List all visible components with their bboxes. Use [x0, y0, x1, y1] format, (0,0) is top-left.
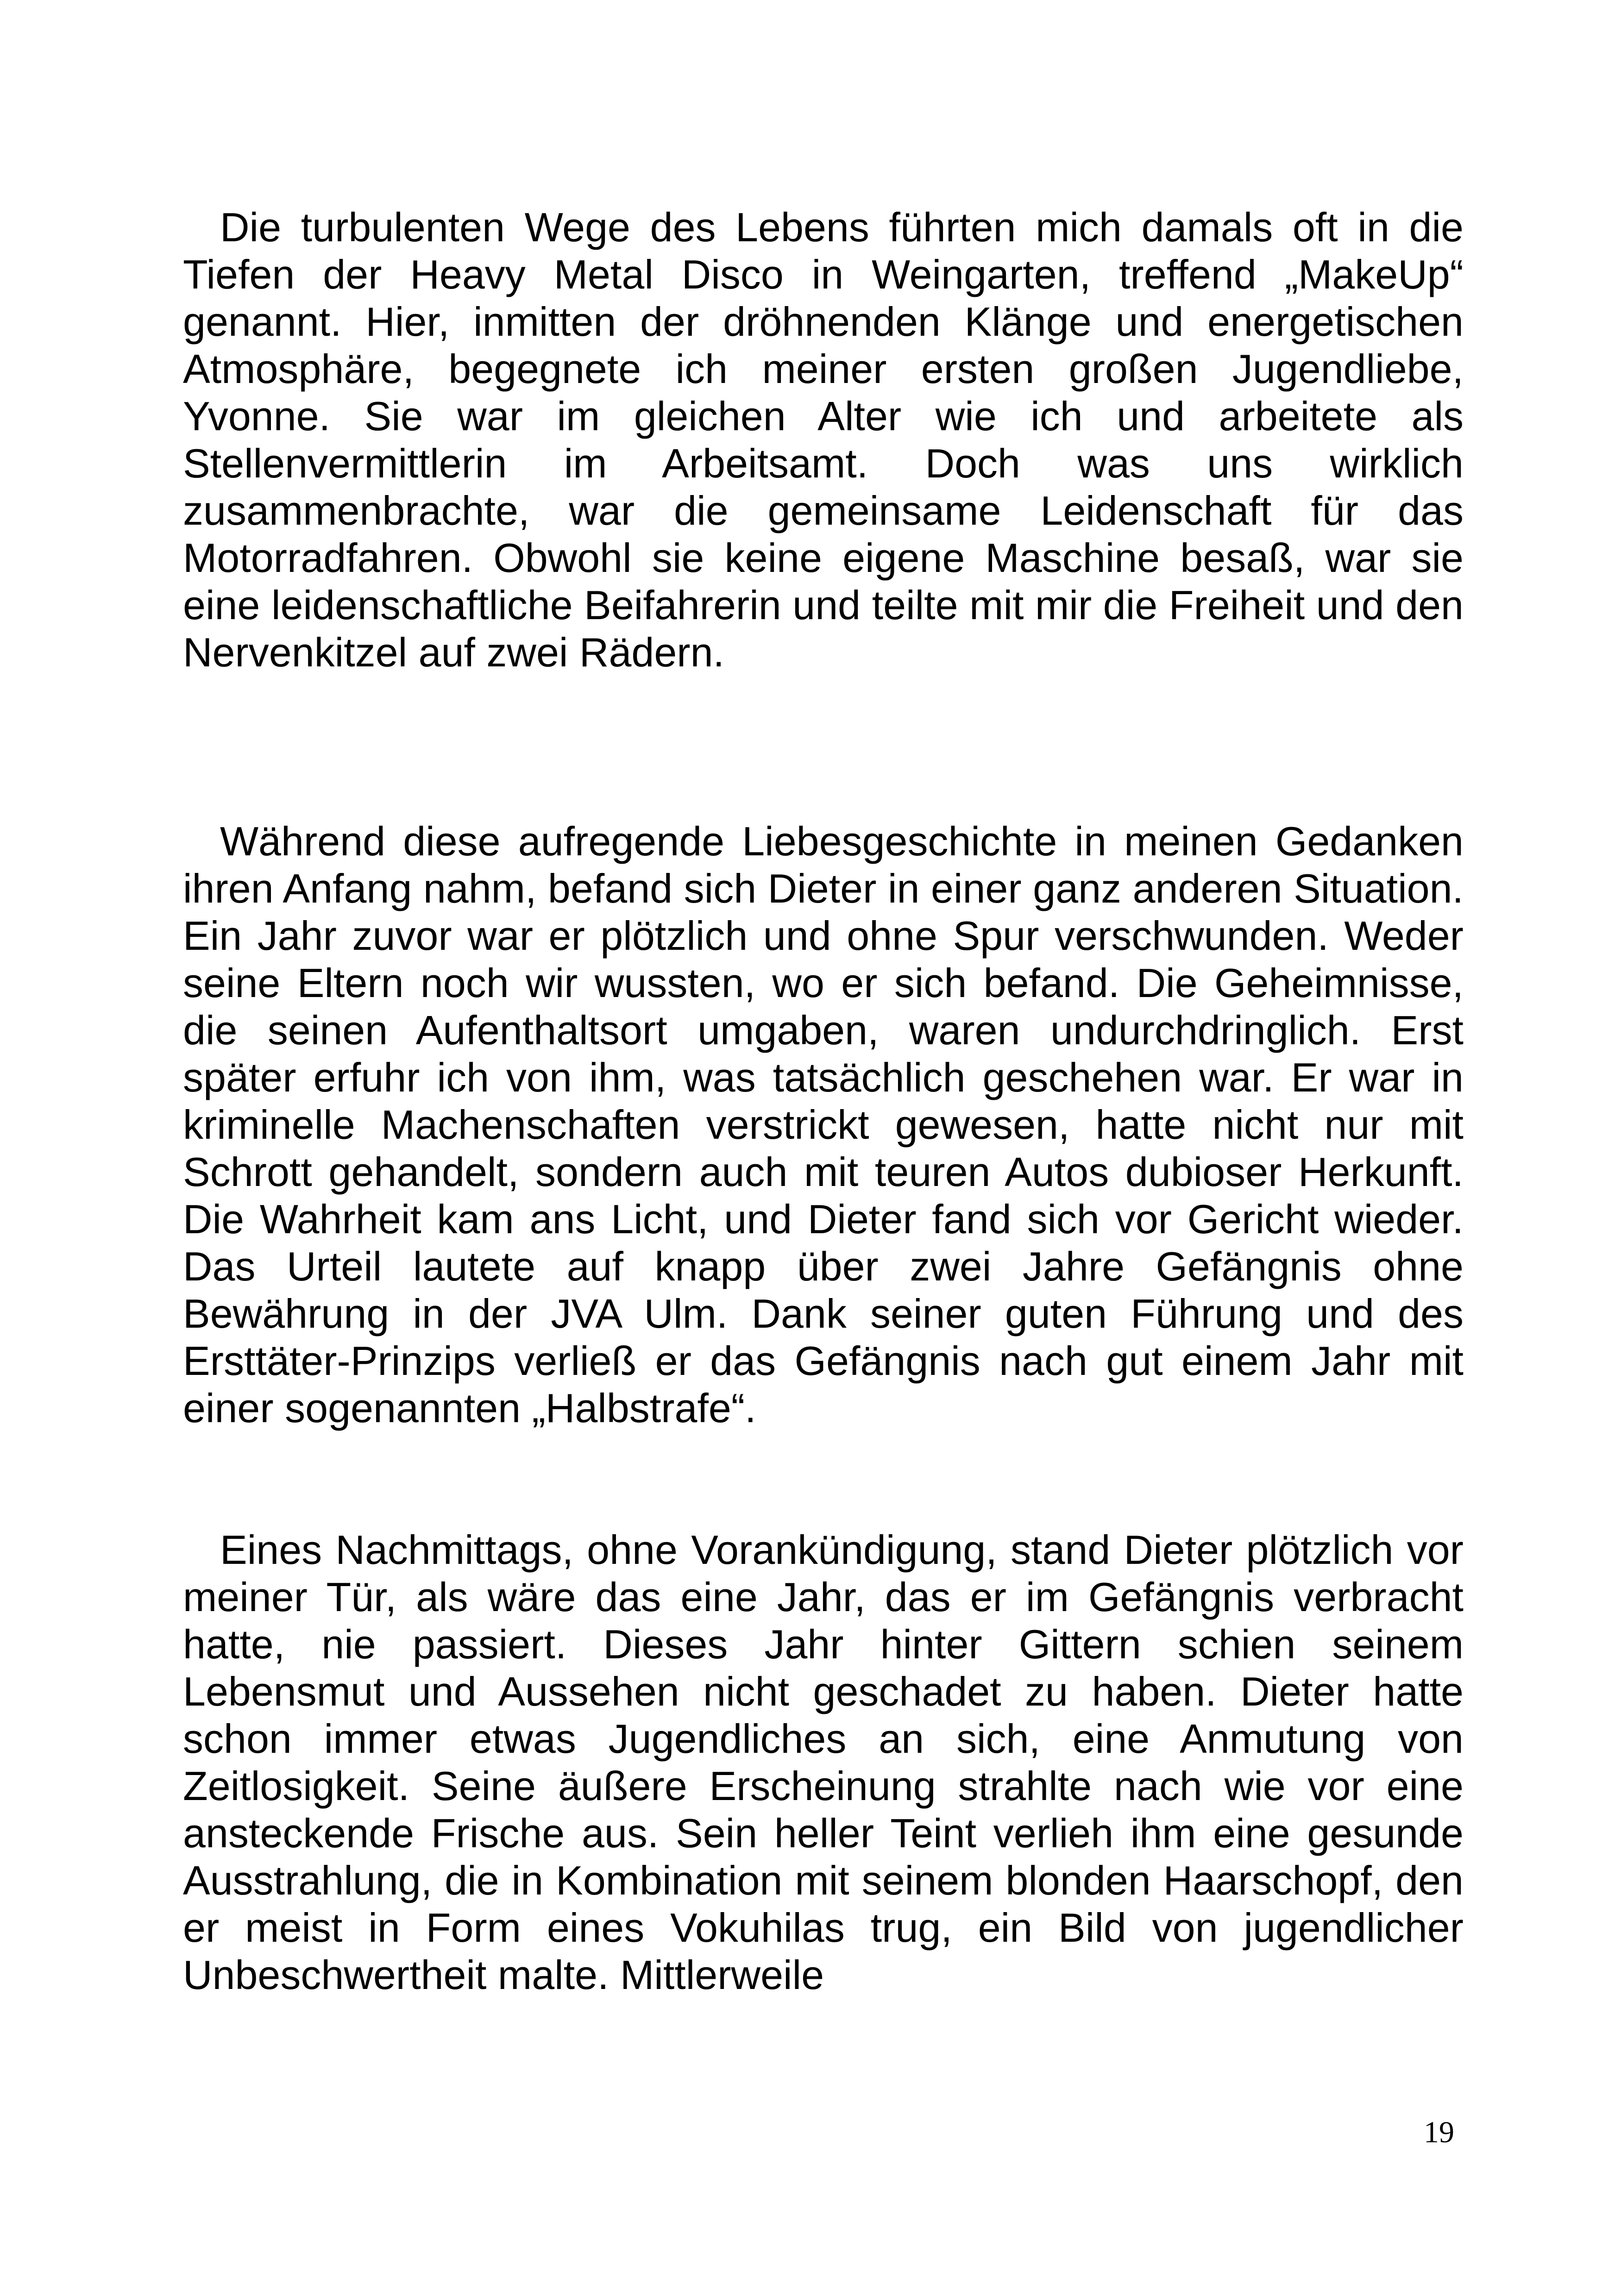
body-paragraph: Während diese aufregende Liebesgeschichte in meinen Gedanken ihren Anfang nahm, befand sich Dieter in einer ganz anderen Situation. Ein Jahr zuvor war er plötzlich und ohne Spur verschwunden. Weder seine Eltern noch wir wussten, wo er sich befand. Die Geheimnisse, die seinen Aufenthaltsort umgaben, waren undurchdringlich. Erst später erfuhr ich von ihm, was tatsächlich geschehen war. Er war in kriminelle Machenschaften verstrickt gewesen, hatte nicht nur mit Schrott gehandelt, sondern auch mit teuren Autos dubioser Herkunft. Die Wahrheit kam ans Licht, und Dieter fand sich vor Gericht wieder. Das Urteil lautete auf knapp über zwei Jahre Gefängnis ohne Bewährung in der JVA Ulm. Dank seiner guten Führung und des Ersttäter-Prinzips verließ er das Gefängnis nach gut einem Jahr mit einer sogenannten „Halbstrafe“.: [183, 818, 1464, 1431]
text-block: [183, 204, 1464, 1999]
body-paragraph: Die turbulenten Wege des Lebens führten mich damals oft in die Tiefen der Heavy Metal Disco in Weingarten, treffend „MakeUp“ genannt. Hier, inmitten der dröhnenden Klänge und energetischen Atmosphäre, begegnete ich meiner ersten großen Jugendliebe, Yvonne. Sie war im gleichen Alter wie ich und arbeitete als Stellenvermittlerin im Arbeitsamt. Doch was uns wirklich zusammenbrachte, war die gemeinsame Leidenschaft für das Motorradfahren. Obwohl sie keine eigene Maschine besaß, war sie eine leidenschaftliche Beifahrerin und teilte mit mir die Freiheit und den Nervenkitzel auf zwei Rädern.: [183, 204, 1464, 675]
page-number: 19: [1424, 2115, 1454, 2149]
body-paragraph: Eines Nachmittags, ohne Vorankündigung, stand Dieter plötzlich vor meiner Tür, als wäre das eine Jahr, das er im Gefängnis verbracht hatte, nie passiert. Dieses Jahr hinter Gittern schien seinem Lebensmut und Aussehen nicht geschadet zu haben. Dieter hatte schon immer etwas Jugendliches an sich, eine Anmutung von Zeitlosigkeit. Seine äußere Erscheinung strahlte nach wie vor eine ansteckende Frische aus. Sein heller Teint verlieh ihm eine gesunde Ausstrahlung, die in Kombination mit seinem blonden Haarschopf, den er meist in Form eines Vokuhilas trug, ein Bild von jugendlicher Unbeschwertheit malte. Mittlerweile: [183, 1527, 1464, 1998]
